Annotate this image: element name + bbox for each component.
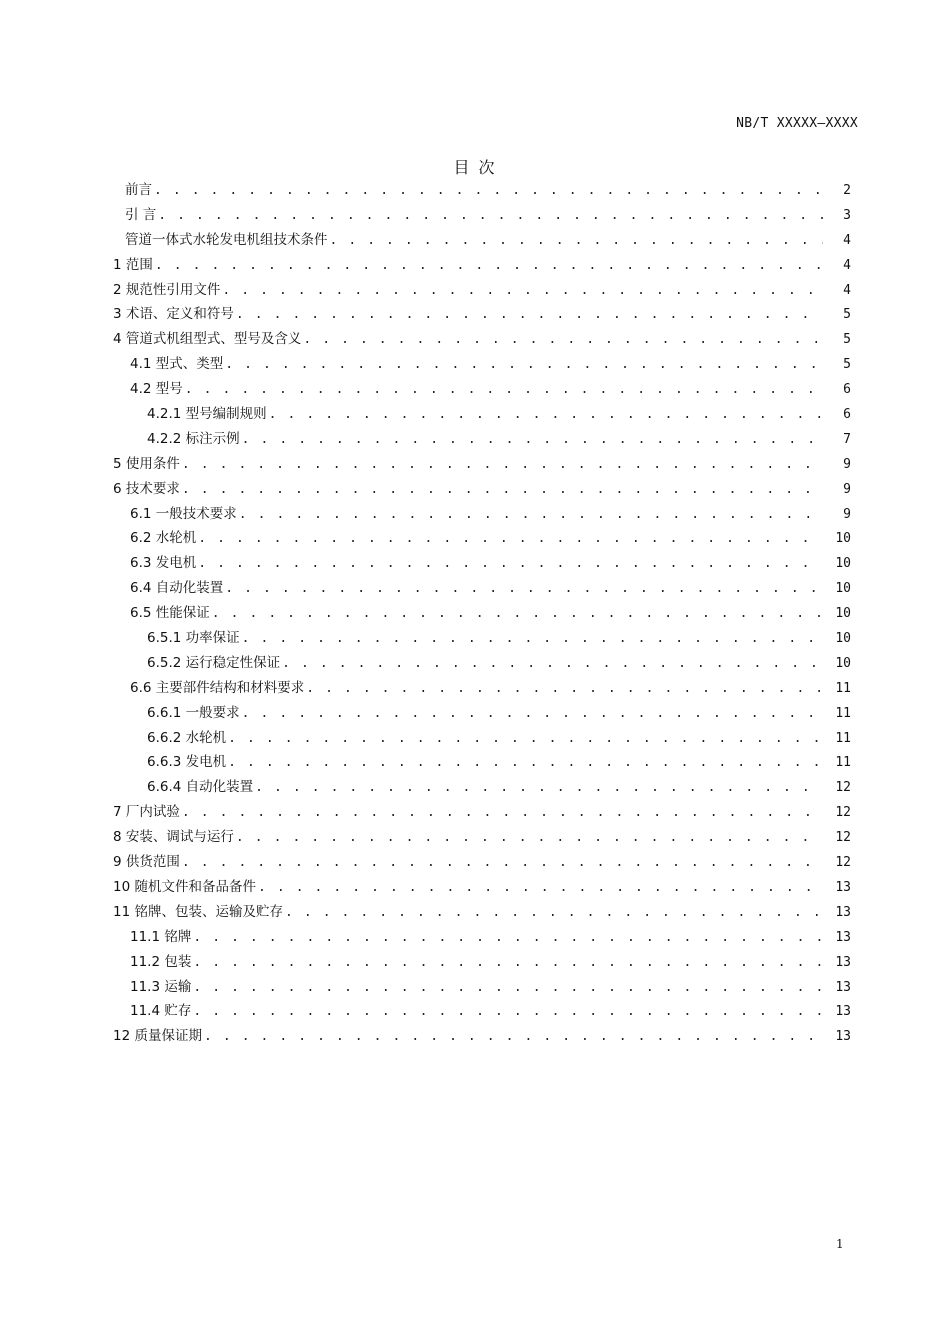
toc-entry-page: 10: [835, 655, 851, 671]
toc-entry[interactable]: [113, 278, 851, 303]
toc-leader-dots: [182, 851, 823, 876]
toc-entry[interactable]: [113, 875, 851, 900]
toc-entry-page: 13: [835, 954, 851, 970]
toc-entry-page: 12: [835, 805, 851, 821]
toc-leader-dots: [255, 776, 823, 801]
toc-entry-page: 5: [843, 307, 851, 323]
toc-entry-page: 11: [835, 705, 851, 721]
toc-entry[interactable]: [113, 502, 851, 527]
toc-leader-dots: [330, 229, 824, 254]
toc-entry-page: 6: [843, 382, 851, 398]
toc-entry-page: 2: [843, 183, 851, 198]
toc-entry-page: 13: [835, 879, 851, 895]
toc-entry-page: 10: [835, 556, 851, 572]
toc-entry[interactable]: [113, 626, 851, 651]
toc-entry[interactable]: [113, 601, 851, 626]
table-of-contents: [113, 178, 851, 1049]
toc-entry[interactable]: [113, 551, 851, 576]
toc-entry-label: 2 规范性引用文件: [113, 281, 221, 298]
toc-entry[interactable]: [113, 352, 851, 377]
toc-entry[interactable]: [113, 377, 851, 402]
toc-entry-label: 6.2 水轮机: [130, 530, 197, 547]
toc-entry-label: 6.5.1 功率保证: [147, 630, 240, 647]
toc-entry[interactable]: [113, 651, 851, 676]
toc-entry[interactable]: [113, 228, 851, 253]
toc-entry-page: 4: [843, 257, 851, 273]
toc-entry-label: 6 技术要求: [113, 480, 180, 497]
toc-leader-dots: [242, 428, 823, 453]
toc-entry-page: 4: [843, 232, 851, 248]
toc-entry-label: 6.1 一般技术要求: [130, 505, 237, 522]
toc-entry-page: 12: [835, 780, 851, 796]
toc-leader-dots: [282, 652, 823, 677]
toc-entry-label: 6.6.3 发电机: [147, 754, 227, 771]
toc-entry[interactable]: [113, 825, 851, 850]
toc-entry-label: 1 范围: [113, 256, 153, 273]
toc-entry-label: 6.5 性能保证: [130, 605, 210, 622]
toc-entry-page: 13: [835, 979, 851, 995]
toc-entry-page: 9: [843, 456, 851, 472]
toc-leader-dots: [242, 702, 823, 727]
toc-entry-page: 9: [843, 506, 851, 522]
toc-entry-label: 6.6 主要部件结构和材料要求: [130, 679, 305, 696]
toc-entry-page: 13: [835, 1004, 851, 1020]
toc-leader-dots: [212, 602, 823, 627]
toc-entry-page: 12: [835, 830, 851, 846]
toc-entry[interactable]: [113, 850, 851, 875]
toc-entry[interactable]: [113, 253, 851, 278]
toc-leader-dots: [155, 254, 823, 279]
toc-entry-label: 10 随机文件和备品备件: [113, 878, 256, 895]
toc-entry[interactable]: [113, 775, 851, 800]
toc-entry[interactable]: [113, 676, 851, 701]
toc-entry[interactable]: [113, 999, 851, 1024]
toc-leader-dots: [236, 826, 823, 851]
toc-leader-dots: [193, 951, 823, 976]
toc-leader-dots: [303, 328, 823, 353]
toc-leader-dots: [193, 926, 823, 951]
toc-entry-page: 10: [835, 631, 851, 647]
toc-entry-page: 10: [835, 606, 851, 622]
toc-leader-dots: [185, 378, 823, 403]
toc-entry[interactable]: [113, 975, 851, 1000]
toc-entry-page: 9: [843, 481, 851, 497]
toc-entry-page: 5: [843, 332, 851, 348]
toc-entry-label: 11.2 包装: [130, 953, 192, 970]
toc-entry-page: 13: [835, 904, 851, 920]
toc-entry-label: 6.4 自动化装置: [130, 580, 224, 597]
toc-leader-dots: [258, 876, 823, 901]
toc-leader-dots: [193, 976, 823, 1001]
toc-entry-page: 3: [843, 207, 851, 223]
toc-entry[interactable]: [113, 800, 851, 825]
toc-entry-label: 6.6.1 一般要求: [147, 704, 240, 721]
toc-entry-label: 7 厂内试验: [113, 804, 180, 821]
toc-leader-dots: [198, 527, 823, 552]
toc-entry-page: 6: [843, 407, 851, 423]
toc-leader-dots: [225, 577, 823, 602]
toc-title: 目 次: [453, 158, 497, 177]
toc-entry-label: 11.1 铭牌: [130, 928, 192, 945]
toc-entry[interactable]: [113, 178, 851, 203]
toc-leader-dots: [242, 627, 823, 652]
toc-leader-dots: [154, 179, 823, 204]
toc-entry-label: 6.5.2 运行稳定性保证: [147, 654, 281, 671]
toc-entry-label: 12 质量保证期: [113, 1028, 202, 1045]
toc-leader-dots: [239, 503, 823, 528]
toc-entry-label: 4.1 型式、类型: [130, 356, 224, 373]
toc-entry-label: 6.6.4 自动化装置: [147, 779, 254, 796]
toc-entry-page: 13: [835, 1029, 851, 1045]
toc-entry-page: 4: [843, 282, 851, 298]
toc-entry-label: 4.2.1 型号编制规则: [147, 406, 267, 423]
toc-entry[interactable]: [113, 750, 851, 775]
toc-entry-label: 引 言: [125, 206, 157, 223]
toc-entry-label: 11.4 贮存: [130, 1003, 192, 1020]
toc-entry[interactable]: [113, 427, 851, 452]
toc-entry-label: 9 供货范围: [113, 854, 180, 871]
toc-entry[interactable]: [113, 402, 851, 427]
toc-entry-label: 4 管道式机组型式、型号及含义: [113, 331, 302, 348]
toc-leader-dots: [306, 677, 823, 702]
toc-entry[interactable]: [113, 925, 851, 950]
toc-leader-dots: [228, 751, 823, 776]
toc-entry-label: 11 铭牌、包装、运输及贮存: [113, 903, 283, 920]
toc-entry[interactable]: [113, 726, 851, 751]
toc-entry-label: 6.6.2 水轮机: [147, 729, 227, 746]
toc-entry[interactable]: [113, 477, 851, 502]
toc-leader-dots: [158, 204, 823, 229]
toc-entry-label: 3 术语、定义和符号: [113, 306, 234, 323]
toc-entry[interactable]: [113, 327, 851, 352]
toc-entry[interactable]: [113, 950, 851, 975]
toc-entry-page: 12: [835, 855, 851, 871]
toc-leader-dots: [182, 801, 823, 826]
document-code: NB/T XXXXX—XXXX: [736, 116, 858, 131]
toc-entry-label: 前言: [125, 182, 152, 198]
toc-leader-dots: [193, 1000, 823, 1025]
toc-leader-dots: [182, 453, 823, 478]
toc-leader-dots: [222, 279, 823, 304]
toc-entry[interactable]: [113, 302, 851, 327]
toc-entry-page: 11: [835, 730, 851, 746]
toc-entry[interactable]: [113, 1024, 851, 1049]
toc-entry-page: 7: [843, 431, 851, 447]
toc-entry[interactable]: [113, 900, 851, 925]
toc-entry-label: 6.3 发电机: [130, 555, 197, 572]
page-number: 1: [836, 1237, 844, 1251]
toc-entry-label: 5 使用条件: [113, 455, 180, 472]
toc-leader-dots: [236, 303, 823, 328]
toc-entry-page: 11: [835, 680, 851, 696]
toc-entry[interactable]: [113, 701, 851, 726]
toc-leader-dots: [182, 478, 823, 503]
toc-entry[interactable]: [113, 452, 851, 477]
toc-entry-label: 11.3 运输: [130, 978, 192, 995]
toc-entry-label: 4.2.2 标注示例: [147, 430, 240, 447]
toc-entry[interactable]: [113, 576, 851, 601]
toc-leader-dots: [269, 403, 823, 428]
toc-leader-dots: [285, 901, 823, 926]
toc-entry-page: 5: [843, 357, 851, 373]
toc-entry-label: 管道一体式水轮发电机组技术条件: [125, 231, 328, 248]
toc-entry-label: 8 安装、调试与运行: [113, 829, 234, 846]
toc-entry-label: 4.2 型号: [130, 381, 183, 398]
toc-leader-dots: [204, 1025, 823, 1050]
toc-entry[interactable]: [113, 526, 851, 551]
toc-leader-dots: [228, 727, 823, 752]
toc-entry-page: 11: [835, 755, 851, 771]
toc-entry[interactable]: [113, 203, 851, 228]
toc-entry-page: 10: [835, 581, 851, 597]
toc-leader-dots: [225, 353, 823, 378]
toc-entry-page: 10: [835, 531, 851, 547]
toc-leader-dots: [198, 552, 823, 577]
toc-entry-page: 13: [835, 929, 851, 945]
